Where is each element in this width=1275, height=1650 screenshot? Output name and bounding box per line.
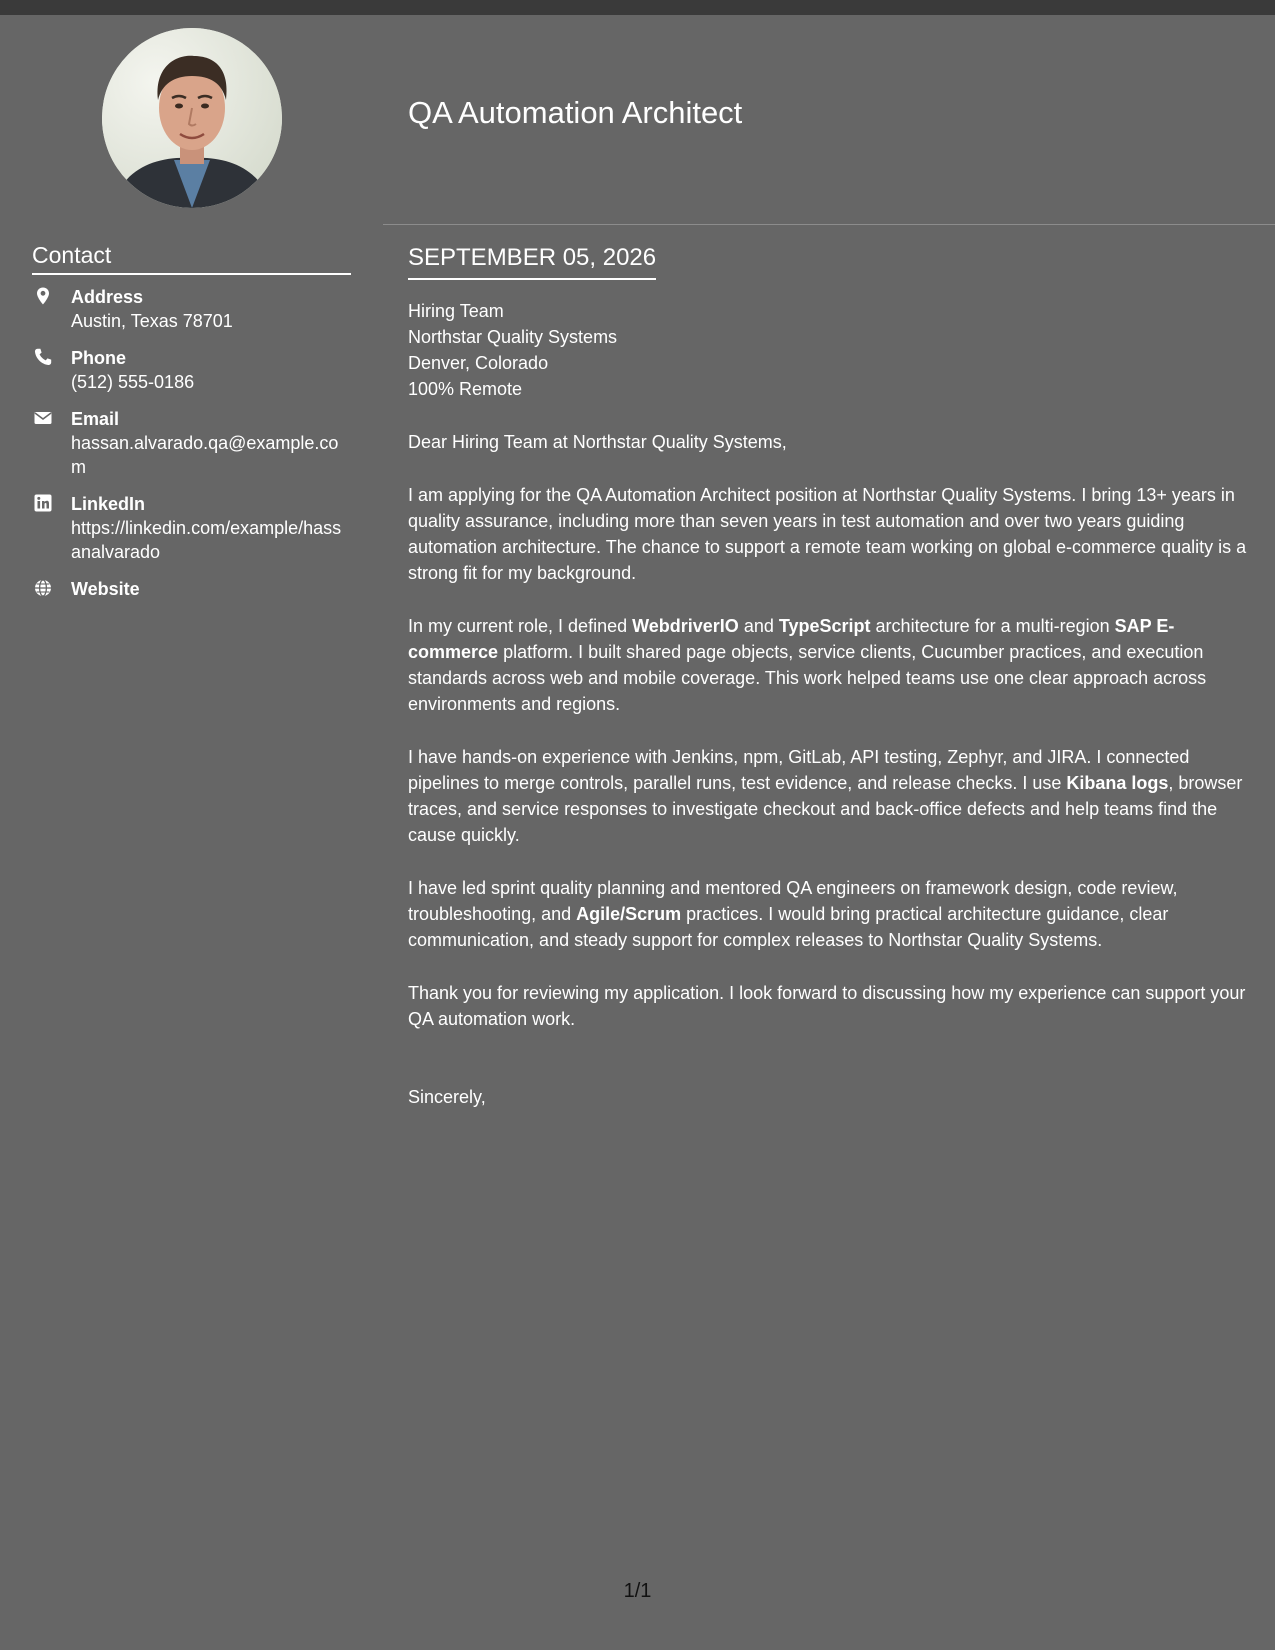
website-label: Website	[71, 579, 140, 599]
paragraph-3	[408, 744, 1248, 848]
address-label: Address	[71, 287, 144, 307]
address-value: Austin, Texas 78701	[71, 311, 233, 331]
avatar-photo	[102, 28, 282, 208]
paragraph-text: I have led sprint quality planning and mentored QA engineers on framework design, code review, troubleshooting, and	[408, 878, 1178, 924]
salutation: Dear Hiring Team at Northstar Quality Systems,	[408, 432, 787, 452]
cover-letter-page	[0, 15, 1275, 1650]
paragraph-text: platform. I built shared page objects, service clients, Cucumber practices, and execution standards across web and mobile coverage. This work helped teams use one clear approach across environments and regions.	[408, 642, 1207, 714]
linkedin-label: LinkedIn	[71, 494, 146, 514]
recipient-block	[408, 298, 1248, 402]
letter-body	[408, 243, 1248, 1110]
linkedin-icon	[34, 494, 52, 512]
email-label: Email	[71, 409, 120, 429]
location-pin-icon	[34, 287, 52, 305]
contact-list	[32, 285, 351, 614]
contact-website	[32, 577, 351, 601]
paragraph-text: architecture for a multi-region	[870, 616, 1115, 636]
page-number: 1/1	[623, 1580, 652, 1602]
highlight-typescript: TypeScript	[778, 616, 871, 636]
paragraph-text: In my current role, I defined	[408, 616, 633, 636]
top-bar	[0, 0, 1275, 15]
letter-date: SEPTEMBER 05, 2026	[408, 243, 656, 280]
paragraph-text: , browser traces, and service responses to investigate checkout and back-office defects and help teams find the cause quickly.	[408, 773, 1243, 845]
phone-label: Phone	[71, 348, 127, 368]
contact-linkedin	[32, 492, 351, 564]
avatar	[102, 28, 282, 208]
highlight-kibana-logs: Kibana logs	[1066, 773, 1169, 793]
paragraph-text: I have hands-on experience with Jenkins, npm, GitLab, API testing, Zephyr, and JIRA. I connected pipelines to merge controls, parallel runs, test evidence, and release checks. I use	[408, 747, 1190, 793]
highlight-agile-scrum: Agile/Scrum	[576, 904, 682, 924]
recipient-line: Northstar Quality Systems	[408, 327, 618, 347]
paragraph-5: Thank you for reviewing my application. I look forward to discussing how my experience can support your QA automation work.	[408, 983, 1246, 1029]
recipient-line: Denver, Colorado	[408, 353, 549, 373]
globe-icon	[34, 579, 52, 597]
paragraph-1: I am applying for the QA Automation Architect position at Northstar Quality Systems. I bring 13+ years in quality assurance, including more than seven years in test automation and over two years guiding automation architecture. The chance to support a remote team working on global e-commerce quality is a strong fit for my background.	[408, 485, 1247, 583]
paragraph-4	[408, 875, 1248, 953]
page-title: QA Automation Architect	[408, 95, 743, 130]
signoff: Sincerely,	[408, 1087, 486, 1107]
phone-value: (512) 555-0186	[71, 372, 195, 392]
recipient-line: Hiring Team	[408, 301, 504, 321]
envelope-icon	[34, 409, 52, 427]
contact-email	[32, 407, 351, 479]
linkedin-value[interactable]: https://linkedin.com/example/hassanalvarado	[71, 518, 342, 562]
header-divider	[383, 224, 1275, 225]
highlight-webdriverio: WebdriverIO	[632, 616, 739, 636]
contact-heading: Contact	[32, 241, 351, 275]
paragraph-text: practices. I would bring practical architecture guidance, clear communication, and steady support for complex releases to Northstar Quality Systems.	[408, 904, 1169, 950]
contact-phone	[32, 346, 351, 394]
contact-address	[32, 285, 351, 333]
highlight-sap-ecommerce: SAP E-commerce	[408, 616, 1175, 662]
email-value[interactable]: hassan.alvarado.qa@example.com	[71, 433, 339, 477]
paragraph-2	[408, 613, 1248, 717]
recipient-line: 100% Remote	[408, 379, 523, 399]
paragraph-text: and	[738, 616, 779, 636]
phone-icon	[34, 348, 52, 366]
